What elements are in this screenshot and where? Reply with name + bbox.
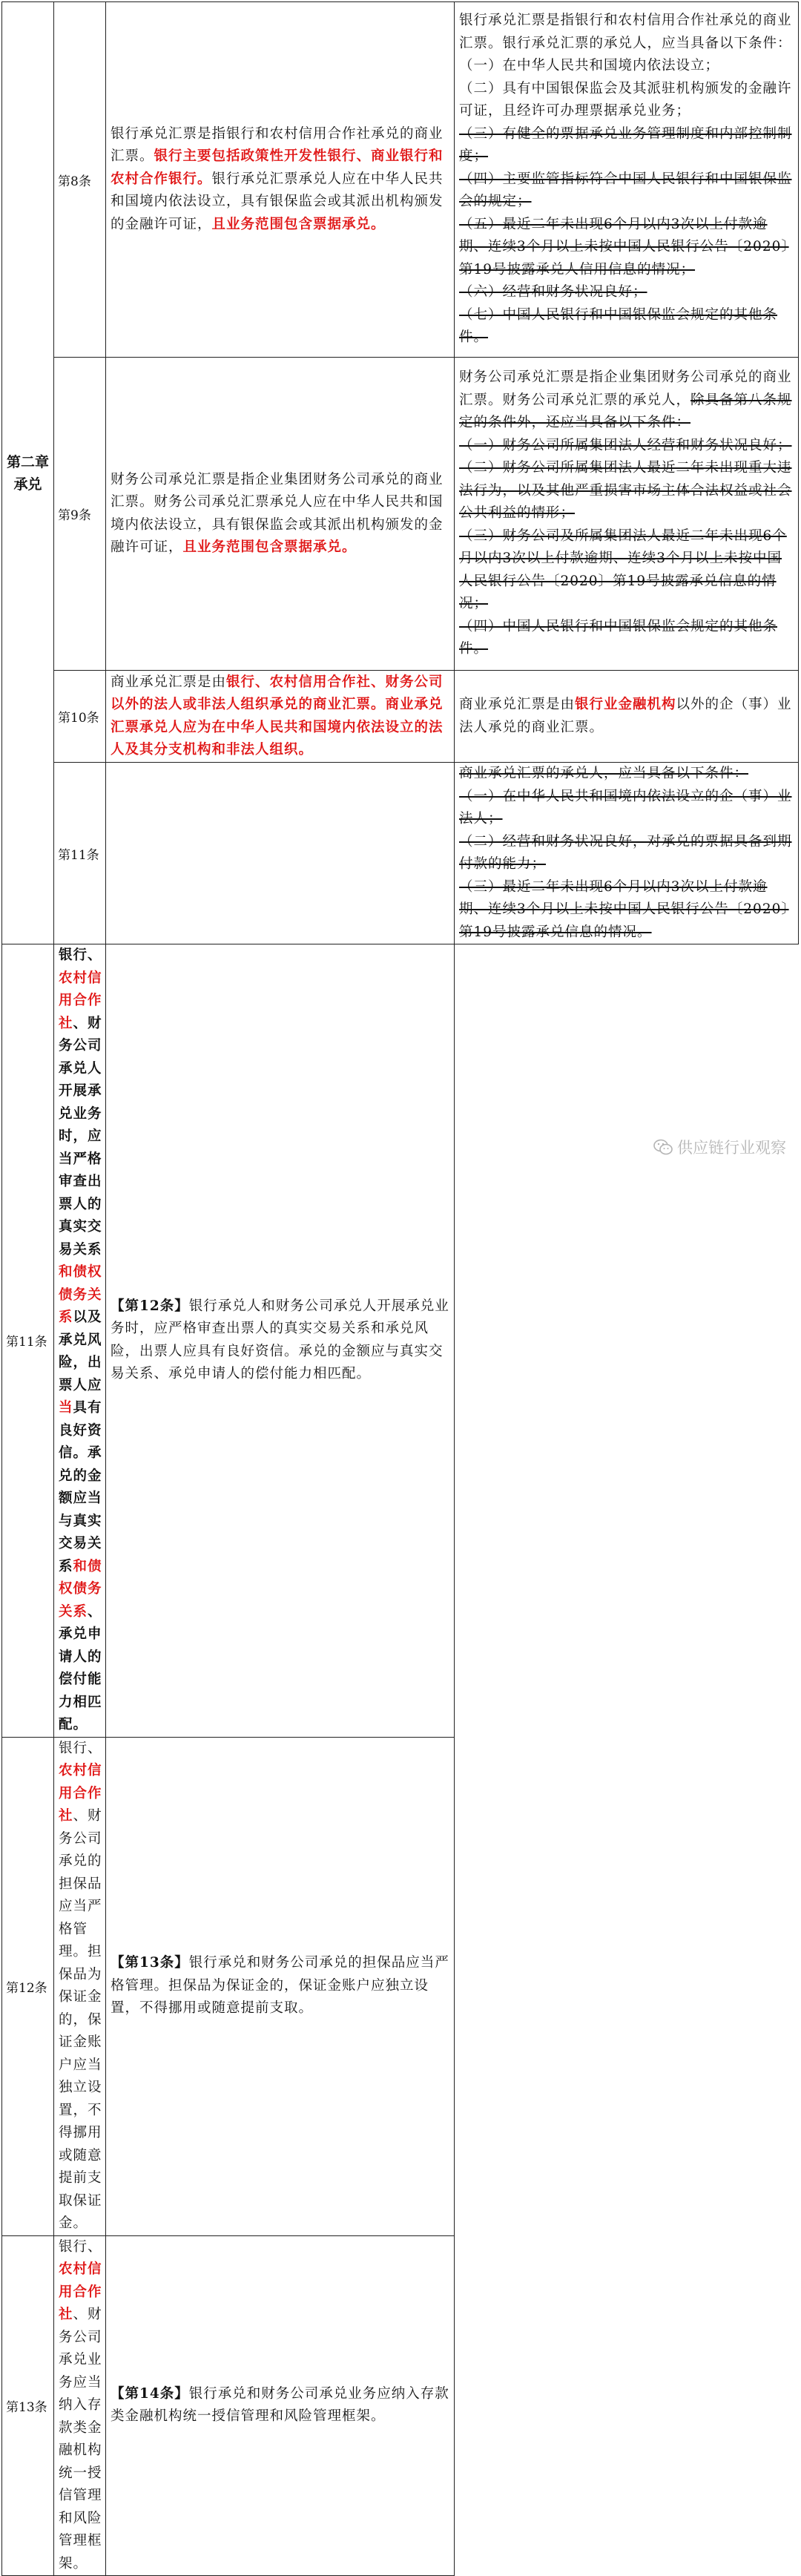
- old-provision-cell: [106, 1737, 455, 2235]
- clause-text: 银行承兑汇票承兑人应在中华人民共和国境内依法设立，具有银保监会或其派出机构颁发的金融许可证，: [111, 171, 444, 232]
- clause-text: 、财务公司承兑业务应当纳入存款类金融机构统一授信管理和风险管理框架。: [59, 2307, 102, 2572]
- added-text: 银行业金融机构: [575, 697, 676, 712]
- old-provision-cell: [106, 944, 455, 1738]
- provision-paragraph: [111, 1295, 451, 1386]
- added-text: 银行、农村信用合作社、财务公司以外的法人或非法人组织承兑的商业汇票。商业承兑汇票承兑人应为在中华人民共和国境内依法设立的法人及其分支机构和非法人组织。: [111, 674, 444, 758]
- deleted-text: （四）中国人民银行和中国银保监会规定的其他条件。: [459, 618, 778, 657]
- old-provision-cell: [455, 671, 799, 763]
- clause-text: 【第12条】: [111, 1298, 189, 1314]
- article-number: 第9条: [54, 358, 106, 671]
- provision-paragraph: [459, 367, 795, 435]
- article-number: 第13条: [2, 2235, 54, 2576]
- provision-paragraph: [459, 435, 795, 458]
- provision-paragraph: [459, 304, 795, 349]
- old-provision-cell: [455, 763, 799, 944]
- deleted-text: （一）财务公司所属集团法人经营和财务状况良好；: [459, 437, 792, 453]
- clause-text: 银行、: [59, 2238, 102, 2255]
- clause-text: 、财务公司承兑人开展承兑业务时，应当严格审查出票人的真实交易关系: [59, 1015, 102, 1258]
- deleted-text: （三）最近二年未出现6个月以内3次以上付款逾期、连续3个月以上未按中国人民银行公告〔2020〕第19号披露承兑信息的情况。: [459, 878, 789, 940]
- old-provision-cell: [106, 2235, 455, 2576]
- deleted-text: （三）有健全的票据承兑业务管理制度和内部控制制度；: [459, 125, 792, 165]
- clause-text: 财务公司承兑汇票是指企业集团财务公司承兑的商业汇票。财务公司承兑汇票的承兑人，: [459, 369, 792, 408]
- clause-text: 以及承兑风险，出票人应: [59, 1310, 102, 1393]
- added-text: 银行主要包括政策性开发性银行、商业银行和农村合作银行。: [111, 148, 444, 187]
- article-number: 第8条: [54, 2, 106, 358]
- deleted-text: （一）在中华人民共和国境内依法设立的企（事）业法人；: [459, 788, 792, 827]
- clause-text: 商业承兑汇票是由: [111, 674, 227, 690]
- provision-paragraph: [459, 123, 795, 168]
- provision-paragraph: [459, 168, 795, 214]
- added-text: 当: [59, 1400, 73, 1416]
- clause-text: 、财务公司承兑的担保品应当严格管理。担保品为保证金的，保证金账户应当独立设置，不得挪用或随意提前支取保证金。: [59, 1808, 102, 2231]
- clause-text: 银行承兑汇票是指银行和农村信用合作社承兑的商业汇票。银行承兑汇票的承兑人，应当具备以下条件：: [459, 13, 792, 51]
- provision-paragraph: [459, 78, 795, 123]
- article-number: 第11条: [2, 944, 54, 1738]
- clause-text: （二）具有中国银保监会及其派驻机构颁发的金融许可证，且经许可办理票据承兑业务；: [459, 80, 792, 119]
- clause-text: 商业承兑汇票是由: [459, 697, 576, 712]
- table-row: [2, 1737, 799, 2235]
- added-text: 且业务范围包含票据承兑。: [211, 216, 386, 232]
- new-provision-cell: [106, 763, 455, 944]
- article-number: 第12条: [2, 1737, 54, 2235]
- provision-paragraph: [459, 457, 795, 525]
- table-row: [2, 358, 799, 671]
- clause-text: 银行承兑和财务公司承兑的担保品应当严格管理。担保品为保证金的，保证金账户应独立设置，不得挪用或随意提前支取。: [111, 1955, 449, 2017]
- deleted-text: （七）中国人民银行和中国银保监会规定的其他条件。: [459, 306, 778, 346]
- deleted-text: （二）财务公司所属集团法人最近二年未出现重大违法行为，以及其他严重损害市场主体合法权益或社会公共利益的情形；: [459, 460, 792, 522]
- clause-text: （一）在中华人民共和国境内依法设立；: [459, 58, 720, 74]
- clause-text: 银行、: [59, 947, 102, 963]
- clause-text: 银行承兑汇票是指银行和农村信用合作社承兑的商业汇票。: [111, 125, 444, 165]
- new-provision-cell: [106, 358, 455, 671]
- table-row: [2, 671, 799, 763]
- table-row: [2, 2, 799, 358]
- article-number: 第10条: [54, 671, 106, 763]
- regulation-comparison-table: [1, 1, 799, 2576]
- chapter-title: 第二章 承兑: [6, 453, 49, 493]
- old-provision-cell: [455, 358, 799, 671]
- provision-paragraph: [459, 55, 795, 78]
- deleted-text: （二）经营和财务状况良好，对承兑的票据具备到期付款的能力；: [459, 833, 792, 872]
- added-text: 和债权债务关系: [59, 1558, 102, 1620]
- provision-paragraph: [459, 786, 795, 831]
- new-provision-cell: [54, 1737, 106, 2235]
- clause-text: 银行承兑和财务公司承兑业务应纳入存款类金融机构统一授信管理和风险管理框架。: [111, 2385, 449, 2425]
- provision-paragraph: [459, 214, 795, 282]
- deleted-text: 商业承兑汇票的承兑人，应当具备以下条件：: [459, 766, 749, 781]
- clause-text: 【第13条】: [111, 1955, 189, 1971]
- provision-paragraph: [459, 763, 795, 786]
- added-text: 且业务范围包含票据承兑。: [182, 539, 357, 555]
- provision-paragraph: [459, 831, 795, 876]
- table-row: [2, 763, 799, 944]
- added-text: 农村信用合作社: [59, 2261, 102, 2322]
- deleted-text: （三）财务公司及所属集团法人最近二年未出现6个月以内3次以上付款逾期、连续3个月以上未按中国人民银行公告〔2020〕第19号披露承兑信息的情况；: [459, 528, 787, 612]
- clause-text: 财务公司承兑汇票是指企业集团财务公司承兑的商业汇票。财务公司承兑汇票承兑人应在中华人民共和国境内依法设立，具有银保监会或其派出机构颁发的金融许可证，: [111, 471, 444, 555]
- article-number: 第11条: [54, 763, 106, 944]
- provision-paragraph: [459, 616, 795, 661]
- deleted-text: 除具备第八条规定的条件外，还应当具备以下条件：: [459, 392, 792, 431]
- watermark-text: 供应链行业观察: [677, 1139, 786, 1157]
- table-row: [2, 2235, 799, 2576]
- provision-paragraph: [459, 10, 795, 55]
- new-provision-cell: [106, 671, 455, 763]
- deleted-text: （四）主要监管指标符合中国人民银行和中国银保监会的规定；: [459, 171, 792, 210]
- provision-paragraph: [459, 525, 795, 616]
- clause-text: 银行、: [59, 1740, 102, 1756]
- added-text: 农村信用合作社: [59, 970, 102, 1031]
- provision-paragraph: [459, 876, 795, 944]
- clause-text: 具有良好资信。承兑的金额应当与真实交易关系: [59, 1400, 102, 1574]
- chapter-cell: [2, 2, 54, 944]
- deleted-text: （五）最近二年未出现6个月以内3次以上付款逾期、连续3个月以上未按中国人民银行公告〔2020〕第19号披露承兑人信用信息的情况；: [459, 216, 789, 277]
- new-provision-cell: [54, 944, 106, 1738]
- new-provision-cell: [54, 2235, 106, 2576]
- clause-text: 以外的企（事）业法人承兑的商业汇票。: [459, 697, 792, 735]
- clause-text: 【第14条】: [111, 2385, 189, 2402]
- provision-paragraph: [111, 1952, 451, 2020]
- clause-text: 银行承兑人和财务公司承兑人开展承兑业务时，应严格审查出票人的真实交易关系和承兑风险，出票人应具有良好资信。承兑的金额应与真实交易关系、承兑申请人的偿付能力相匹配。: [111, 1298, 449, 1382]
- provision-paragraph: [459, 281, 795, 304]
- provision-paragraph: [111, 2383, 451, 2428]
- deleted-text: （六）经营和财务状况良好；: [459, 284, 647, 300]
- old-provision-cell: [455, 2, 799, 358]
- table-row: [2, 944, 799, 1738]
- provision-paragraph: [459, 694, 795, 739]
- clause-text: 、承兑申请人的偿付能力相匹配。: [59, 1603, 102, 1732]
- added-text: 和债权债务关系: [59, 1264, 102, 1325]
- added-text: 农村信用合作社: [59, 1763, 102, 1824]
- new-provision-cell: [106, 2, 455, 358]
